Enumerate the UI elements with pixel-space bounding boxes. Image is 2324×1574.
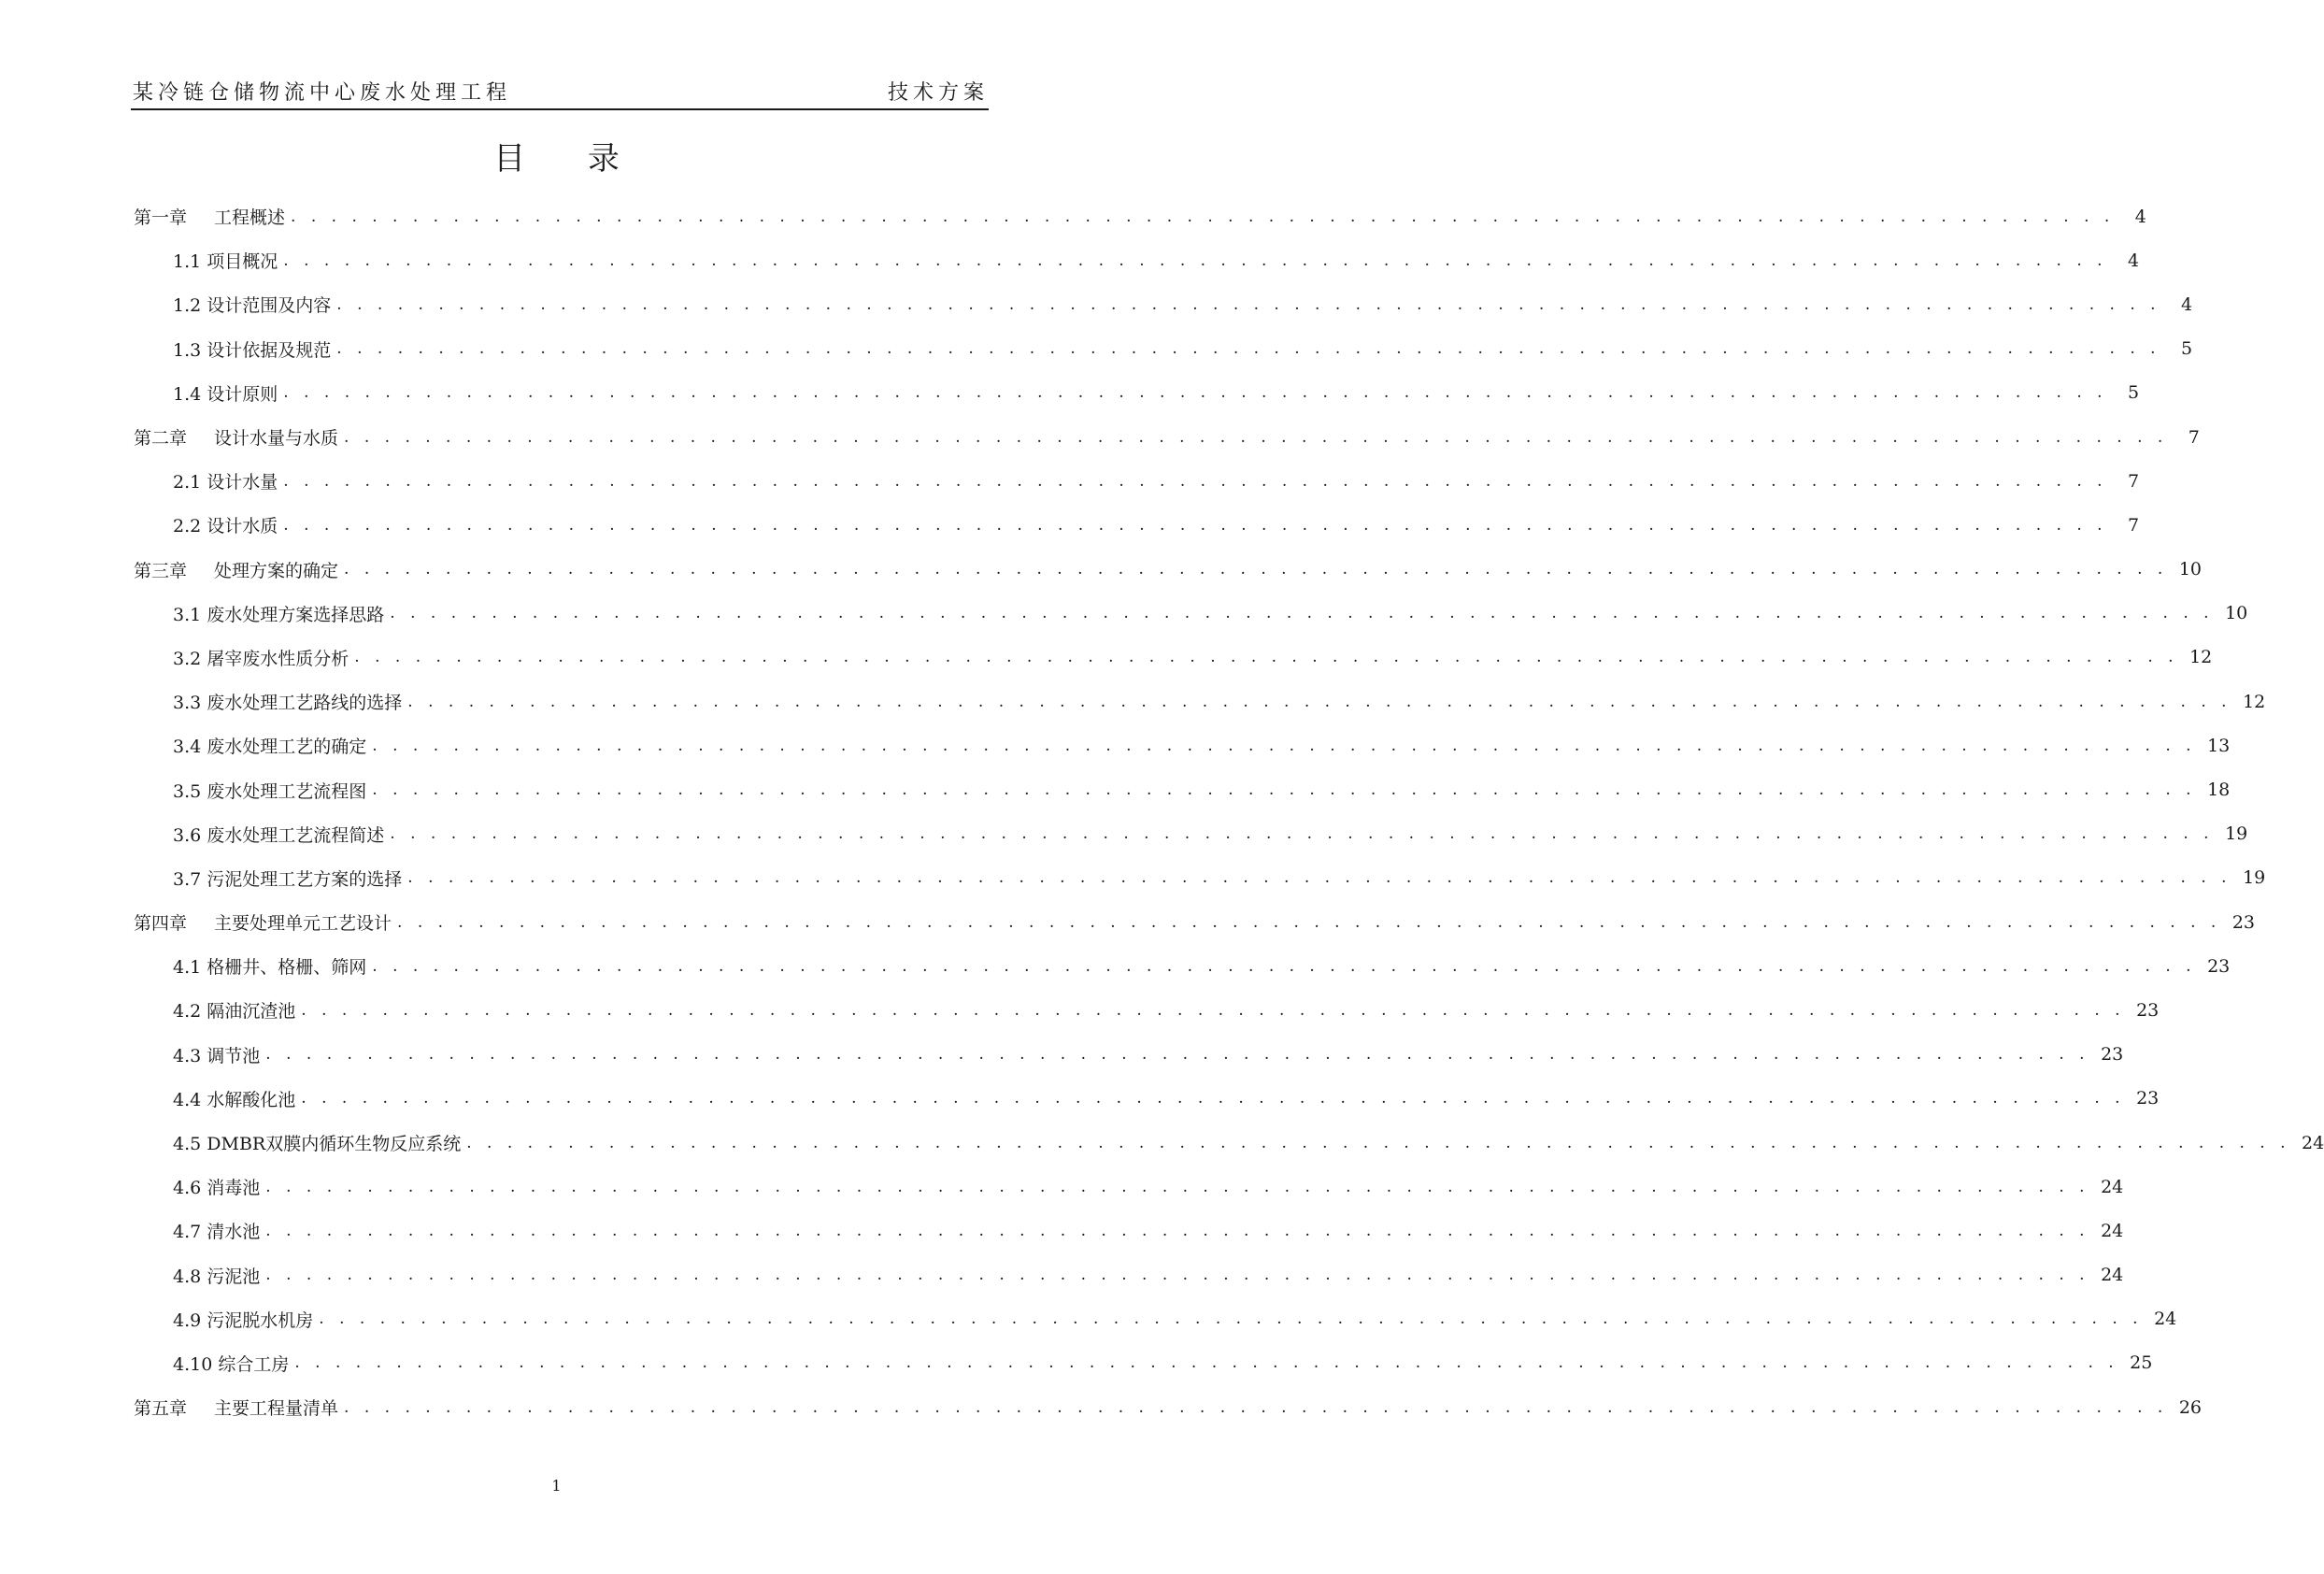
toc-page-number: 4 [2127, 250, 2140, 271]
toc-section-entry[interactable] [134, 680, 2266, 723]
toc-page-number: 10 [2178, 559, 2202, 580]
toc-entry-label [173, 1307, 313, 1332]
toc-entry-label [173, 1263, 260, 1288]
toc-dot-leader: . . . . . . . . . . . . . . . . . . . . . . . . . . . . . . . . . . . . . . . . . . . . . . . . . . . . . . . . . . . . . . . . . . . . . . . . . . . . . . . . . . . . . . . . . . [265, 1221, 2090, 1240]
toc-chapter-entry[interactable] [134, 194, 2146, 238]
toc-section-entry[interactable] [134, 1253, 2124, 1297]
toc-page-number: 23 [2207, 955, 2231, 977]
toc-section-entry[interactable] [134, 1297, 2177, 1341]
toc-entry-label [173, 336, 331, 362]
toc-entry-number: 1.2 [173, 295, 202, 317]
toc-entry-number: 4.4 [173, 1089, 202, 1110]
toc-section-entry[interactable] [134, 371, 2140, 415]
toc-entry-label [173, 248, 278, 273]
toc-entry-label [173, 866, 402, 891]
toc-dot-leader: . . . . . . . . . . . . . . . . . . . . . . . . . . . . . . . . . . . . . . . . . . . . . . . . . . . . . . . . . . . . . . . . . . . . . . . . . . . . . . . . . . . . . . . . . . [344, 1397, 2168, 1417]
toc-entry-label [134, 1395, 338, 1420]
toc-page-number: 23 [2136, 1088, 2160, 1109]
toc-page-number: 7 [2188, 426, 2200, 448]
toc-entry-label [173, 997, 295, 1023]
toc-entry-title: 项目概况 [207, 251, 278, 273]
toc-entry-title: 设计原则 [207, 383, 278, 405]
toc-dot-leader: . . . . . . . . . . . . . . . . . . . . . . . . . . . . . . . . . . . . . . . . . . . . . . . . . . . . . . . . . . . . . . . . . . . . . . . . . . . . . . . . . . . . . . . . . . [372, 780, 2197, 800]
toc-section-entry[interactable] [134, 1077, 2160, 1121]
toc-dot-leader: . . . . . . . . . . . . . . . . . . . . . . . . . . . . . . . . . . . . . . . . . . . . . . . . . . . . . . . . . . . . . . . . . . . . . . . . . . . . . . . . . . . . . . . . . . [372, 736, 2197, 755]
toc-entry-title: 工程概述 [214, 207, 286, 229]
toc-entry-number: 第二章 [134, 428, 188, 450]
toc-entry-title: 污泥池 [207, 1266, 261, 1287]
toc-entry-label [173, 468, 278, 494]
toc-dot-leader: . . . . . . . . . . . . . . . . . . . . . . . . . . . . . . . . . . . . . . . . . . . . . . . . . . . . . . . . . . . . . . . . . . . . . . . . . . . . . . . . . . . . . . . . . . [301, 1089, 2126, 1109]
toc-page-number: 24 [2101, 1220, 2124, 1241]
toc-page-number: 19 [2225, 823, 2248, 845]
toc-entry-number: 4.8 [173, 1266, 202, 1287]
toc-dot-leader: . . . . . . . . . . . . . . . . . . . . . . . . . . . . . . . . . . . . . . . . . . . . . . . . . . . . . . . . . . . . . . . . . . . . . . . . . . . . . . . . . . . . . . . . . . [283, 383, 2108, 403]
toc-entry-number: 3.3 [173, 693, 202, 714]
toc-dot-leader: . . . . . . . . . . . . . . . . . . . . . . . . . . . . . . . . . . . . . . . . . . . . . . . . . . . . . . . . . . . . . . . . . . . . . . . . . . . . . . . . . . . . . . . . . . [407, 692, 2232, 711]
toc-dot-leader: . . . . . . . . . . . . . . . . . . . . . . . . . . . . . . . . . . . . . . . . . . . . . . . . . . . . . . . . . . . . . . . . . . . . . . . . . . . . . . . . . . . . . . . . . . [265, 1177, 2090, 1196]
toc-dot-leader: . . . . . . . . . . . . . . . . . . . . . . . . . . . . . . . . . . . . . . . . . . . . . . . . . . . . . . . . . . . . . . . . . . . . . . . . . . . . . . . . . . . . . . . . . . [407, 868, 2232, 888]
toc-entry-title: 隔油沉渣池 [207, 1001, 296, 1023]
toc-entry-label [134, 424, 338, 450]
toc-entry-title: 污泥脱水机房 [207, 1309, 314, 1331]
toc-page-number: 4 [2134, 206, 2146, 227]
toc-dot-leader: . . . . . . . . . . . . . . . . . . . . . . . . . . . . . . . . . . . . . . . . . . . . . . . . . . . . . . . . . . . . . . . . . . . . . . . . . . . . . . . . . . . . . . . . . . [265, 1266, 2090, 1285]
toc-entry-label [173, 689, 402, 714]
toc-page-number: 26 [2178, 1396, 2202, 1418]
toc-page-number: 5 [2180, 338, 2193, 360]
toc-section-entry[interactable] [134, 988, 2160, 1032]
toc-entry-label [173, 953, 366, 979]
toc-page-number: 23 [2231, 911, 2255, 933]
toc-heading: 目 录 [493, 140, 646, 178]
toc-entry-title: 清水池 [207, 1222, 261, 1243]
toc-entry-title: 设计范围及内容 [207, 295, 332, 317]
toc-dot-leader: . . . . . . . . . . . . . . . . . . . . . . . . . . . . . . . . . . . . . . . . . . . . . . . . . . . . . . . . . . . . . . . . . . . . . . . . . . . . . . . . . . . . . . . . . . [466, 1133, 2291, 1152]
toc-entry-label [173, 733, 366, 758]
toc-entry-number: 4.3 [173, 1045, 202, 1066]
toc-entry-title: 处理方案的确定 [214, 560, 339, 581]
toc-entry-title: 设计水量 [207, 472, 278, 494]
toc-dot-leader: . . . . . . . . . . . . . . . . . . . . . . . . . . . . . . . . . . . . . . . . . . . . . . . . . . . . . . . . . . . . . . . . . . . . . . . . . . . . . . . . . . . . . . . . . . [294, 1353, 2119, 1373]
toc-entry-title: 调节池 [207, 1045, 261, 1066]
toc-entry-title: 废水处理工艺流程简述 [207, 824, 385, 846]
toc-entry-number: 3.7 [173, 868, 202, 890]
toc-entry-title: 设计水质 [207, 516, 278, 537]
toc-entry-label [173, 645, 349, 670]
toc-chapter-entry[interactable] [134, 1385, 2202, 1429]
toc-dot-leader: . . . . . . . . . . . . . . . . . . . . . . . . . . . . . . . . . . . . . . . . . . . . . . . . . . . . . . . . . . . . . . . . . . . . . . . . . . . . . . . . . . . . . . . . . . [283, 250, 2108, 270]
toc-section-entry[interactable] [134, 767, 2231, 811]
toc-section-entry[interactable] [134, 1209, 2124, 1252]
toc-section-entry[interactable] [134, 1033, 2124, 1077]
toc-entry-number: 3.1 [173, 604, 202, 625]
toc-entry-label [173, 1042, 260, 1067]
toc-dot-leader: . . . . . . . . . . . . . . . . . . . . . . . . . . . . . . . . . . . . . . . . . . . . . . . . . . . . . . . . . . . . . . . . . . . . . . . . . . . . . . . . . . . . . . . . . . [283, 471, 2108, 491]
toc-entry-number: 3.6 [173, 824, 202, 846]
toc-entry-title: 设计水量与水质 [214, 428, 339, 450]
toc-entry-title: 废水处理工艺流程图 [207, 780, 367, 802]
toc-dot-leader: . . . . . . . . . . . . . . . . . . . . . . . . . . . . . . . . . . . . . . . . . . . . . . . . . . . . . . . . . . . . . . . . . . . . . . . . . . . . . . . . . . . . . . . . . . [390, 604, 2215, 623]
toc-chapter-entry[interactable] [134, 415, 2200, 459]
toc-entry-number: 2.1 [173, 472, 202, 494]
toc-entry-label [173, 1086, 295, 1111]
toc-page-number: 12 [2243, 691, 2266, 712]
toc-section-entry[interactable] [134, 282, 2193, 326]
toc-entry-number: 3.2 [173, 648, 202, 669]
toc-page-number: 13 [2207, 735, 2231, 756]
toc-dot-leader: . . . . . . . . . . . . . . . . . . . . . . . . . . . . . . . . . . . . . . . . . . . . . . . . . . . . . . . . . . . . . . . . . . . . . . . . . . . . . . . . . . . . . . . . . . [283, 515, 2108, 535]
toc-chapter-entry[interactable] [134, 548, 2202, 592]
toc-entry-title: 主要工程量清单 [214, 1398, 339, 1420]
page-number: 1 [551, 1477, 562, 1495]
toc-section-entry[interactable] [134, 812, 2248, 856]
toc-page-number: 23 [2136, 999, 2160, 1021]
toc-page-number: 19 [2243, 867, 2266, 889]
toc-entry-label [173, 1351, 289, 1376]
toc-entry-number: 3.5 [173, 780, 202, 802]
toc-entry-number: 第四章 [134, 913, 188, 935]
toc-entry-label [173, 512, 278, 537]
toc-entry-title: 主要处理单元工艺设计 [214, 913, 392, 935]
toc-entry-number: 4.2 [173, 1001, 202, 1023]
toc-section-entry[interactable] [134, 1165, 2124, 1209]
toc-page-number: 24 [2101, 1265, 2124, 1286]
toc-dot-leader: . . . . . . . . . . . . . . . . . . . . . . . . . . . . . . . . . . . . . . . . . . . . . . . . . . . . . . . . . . . . . . . . . . . . . . . . . . . . . . . . . . . . . . . . . . [354, 648, 2179, 667]
toc-entry-label [173, 601, 384, 626]
toc-section-entry[interactable] [134, 636, 2213, 680]
toc-entry-label [173, 292, 331, 317]
toc-dot-leader: . . . . . . . . . . . . . . . . . . . . . . . . . . . . . . . . . . . . . . . . . . . . . . . . . . . . . . . . . . . . . . . . . . . . . . . . . . . . . . . . . . . . . . . . . . [344, 427, 2168, 447]
toc-page-number: 24 [2302, 1132, 2324, 1153]
toc-page-number: 7 [2127, 470, 2140, 492]
toc-dot-leader: . . . . . . . . . . . . . . . . . . . . . . . . . . . . . . . . . . . . . . . . . . . . . . . . . . . . . . . . . . . . . . . . . . . . . . . . . . . . . . . . . . . . . . . . . . [319, 1309, 2144, 1329]
toc-entry-number: 第一章 [134, 207, 188, 229]
toc-dot-leader: . . . . . . . . . . . . . . . . . . . . . . . . . . . . . . . . . . . . . . . . . . . . . . . . . . . . . . . . . . . . . . . . . . . . . . . . . . . . . . . . . . . . . . . . . . [336, 339, 2161, 359]
toc-entry-number: 4.10 [173, 1353, 213, 1375]
toc-page-number: 25 [2130, 1352, 2153, 1374]
toc-entry-label [134, 204, 285, 229]
toc-entry-number: 1.1 [173, 251, 202, 273]
toc-entry-label [173, 1174, 260, 1199]
toc-page-number: 10 [2225, 603, 2248, 624]
toc-page-number: 12 [2189, 647, 2213, 668]
toc-dot-leader: . . . . . . . . . . . . . . . . . . . . . . . . . . . . . . . . . . . . . . . . . . . . . . . . . . . . . . . . . . . . . . . . . . . . . . . . . . . . . . . . . . . . . . . . . . [397, 912, 2221, 932]
toc-dot-leader: . . . . . . . . . . . . . . . . . . . . . . . . . . . . . . . . . . . . . . . . . . . . . . . . . . . . . . . . . . . . . . . . . . . . . . . . . . . . . . . . . . . . . . . . . . [344, 560, 2168, 580]
toc-section-entry[interactable] [134, 238, 2140, 282]
toc-entry-label [173, 1218, 260, 1243]
toc-dot-leader: . . . . . . . . . . . . . . . . . . . . . . . . . . . . . . . . . . . . . . . . . . . . . . . . . . . . . . . . . . . . . . . . . . . . . . . . . . . . . . . . . . . . . . . . . . [336, 294, 2161, 314]
toc-section-entry[interactable] [134, 592, 2248, 636]
toc-entry-title: 水解酸化池 [207, 1089, 296, 1110]
toc-dot-leader: . . . . . . . . . . . . . . . . . . . . . . . . . . . . . . . . . . . . . . . . . . . . . . . . . . . . . . . . . . . . . . . . . . . . . . . . . . . . . . . . . . . . . . . . . . [301, 1000, 2126, 1020]
toc-entry-label [134, 909, 392, 935]
toc-section-entry[interactable] [134, 459, 2140, 503]
toc-section-entry[interactable] [134, 1341, 2153, 1385]
toc-entry-title: 废水处理工艺的确定 [207, 737, 367, 758]
toc-entry-number: 第三章 [134, 560, 188, 581]
header-document-type: 技术方案 [887, 81, 989, 105]
toc-entry-number: 第五章 [134, 1398, 188, 1420]
toc-entry-label [173, 822, 384, 847]
toc-entry-number: 4.5 [173, 1134, 202, 1155]
toc-entry-label [173, 1130, 461, 1155]
toc-entry-title: 设计依据及规范 [207, 339, 332, 361]
toc-entry-number: 4.6 [173, 1178, 202, 1199]
toc-dot-leader: . . . . . . . . . . . . . . . . . . . . . . . . . . . . . . . . . . . . . . . . . . . . . . . . . . . . . . . . . . . . . . . . . . . . . . . . . . . . . . . . . . . . . . . . . . [265, 1045, 2090, 1065]
toc-chapter-entry[interactable] [134, 900, 2255, 944]
toc-entry-number: 4.7 [173, 1222, 202, 1243]
toc-entry-label [173, 380, 278, 406]
running-header [131, 79, 989, 110]
toc-section-entry[interactable] [134, 944, 2231, 988]
toc-entry-title: 污泥处理工艺方案的选择 [207, 868, 403, 890]
toc-entry-number: 4.1 [173, 957, 202, 979]
toc-entry-label [134, 557, 338, 582]
toc-entry-title: 消毒池 [207, 1178, 261, 1199]
toc-dot-leader: . . . . . . . . . . . . . . . . . . . . . . . . . . . . . . . . . . . . . . . . . . . . . . . . . . . . . . . . . . . . . . . . . . . . . . . . . . . . . . . . . . . . . . . . . . [372, 956, 2197, 976]
toc-section-entry[interactable] [134, 856, 2266, 900]
toc-page-number: 18 [2207, 780, 2231, 801]
toc-entry-number: 4.9 [173, 1309, 202, 1331]
toc-page-number: 7 [2127, 514, 2140, 536]
toc-entry-number: 1.4 [173, 383, 202, 405]
toc-page-number: 24 [2101, 1176, 2124, 1197]
toc-entry-title: 废水处理工艺路线的选择 [207, 693, 403, 714]
toc-section-entry[interactable] [134, 327, 2193, 371]
table-of-contents [134, 194, 2324, 1429]
toc-entry-title: 格栅井、格栅、筛网 [207, 957, 367, 979]
toc-page-number: 24 [2154, 1309, 2177, 1330]
toc-entry-number: 3.4 [173, 737, 202, 758]
toc-entry-title: 屠宰废水性质分析 [207, 648, 349, 669]
toc-entry-label [173, 778, 366, 803]
toc-section-entry[interactable] [134, 723, 2231, 767]
toc-entry-title: 综合工房 [218, 1353, 290, 1375]
toc-dot-leader: . . . . . . . . . . . . . . . . . . . . . . . . . . . . . . . . . . . . . . . . . . . . . . . . . . . . . . . . . . . . . . . . . . . . . . . . . . . . . . . . . . . . . . . . . . [390, 824, 2215, 844]
toc-dot-leader: . . . . . . . . . . . . . . . . . . . . . . . . . . . . . . . . . . . . . . . . . . . . . . . . . . . . . . . . . . . . . . . . . . . . . . . . . . . . . . . . . . . . . . . . . . [291, 207, 2115, 226]
toc-page-number: 4 [2180, 293, 2193, 315]
toc-page-number: 23 [2101, 1044, 2124, 1066]
toc-page-number: 5 [2127, 382, 2140, 404]
toc-section-entry[interactable] [134, 503, 2140, 547]
toc-entry-number: 2.2 [173, 516, 202, 537]
toc-section-entry[interactable] [134, 1121, 2324, 1165]
toc-entry-title: 废水处理方案选择思路 [207, 604, 385, 625]
toc-entry-number: 1.3 [173, 339, 202, 361]
toc-entry-title: DMBR双膜内循环生物反应系统 [207, 1134, 462, 1155]
header-project-title: 某冷链仓储物流中心废水处理工程 [133, 81, 512, 105]
